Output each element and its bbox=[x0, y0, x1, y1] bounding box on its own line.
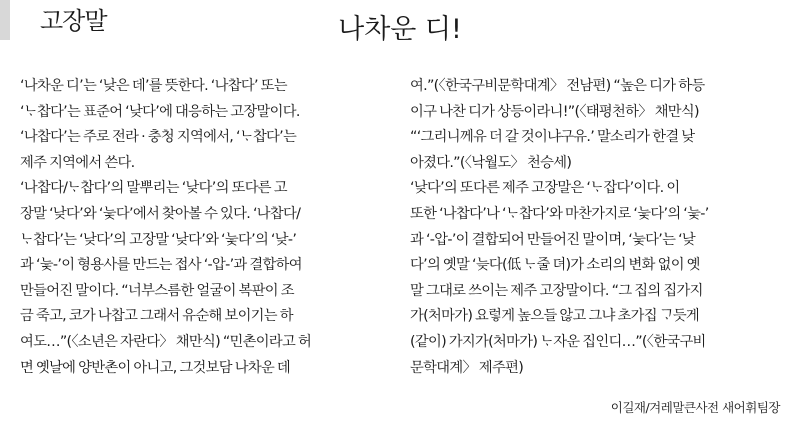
body-line: 금 죽고, 코가 나찹고 그래서 유순해 보이기는 하 bbox=[20, 308, 293, 325]
body-line: ᄂᆞ찹다’는 ‘낮다’의 고장말 ‘낮다’와 ‘늧다’의 ‘낮-’ bbox=[20, 231, 297, 248]
body-line: “‘그리니께유 더 갈 것이냐구유.’ 말소리가 한결 낮 bbox=[410, 129, 695, 146]
body-line: 가(처마가) 요렇게 높으들 않고 그냐 초가집 ᄀᆞ듯게 bbox=[410, 308, 700, 325]
body-line: 말 그대로 쓰이는 제주 고장말이다. “그 집의 집가지 bbox=[410, 282, 703, 299]
body-line: 장말 ‘낮다’와 ‘늧다’에서 찾아볼 수 있다. ‘나찹다/ bbox=[20, 205, 301, 222]
body-line: 문학대계〉 제주편) bbox=[410, 359, 524, 376]
body-line: 아졌다.”(〈낙월도〉 천승세) bbox=[410, 154, 572, 171]
article-column-left bbox=[20, 74, 390, 381]
body-line: 여.”(〈한국구비문학대계〉 전남편) “높은 디가 하등 bbox=[410, 78, 705, 94]
body-line: 만들어진 말이다. “너부스름한 얼굴이 복판이 조 bbox=[20, 282, 294, 299]
article-column-right bbox=[410, 74, 780, 381]
author-byline: 이길재/겨레말큰사전 새어휘팀장 bbox=[610, 400, 780, 415]
body-line: 면 옛날에 양반촌이 아니고, 그것보담 나차운 데 bbox=[20, 359, 291, 376]
body-line: 또한 ‘나찹다’나 ‘ᄂᆞ찹다’와 마찬가지로 ‘늧다’의 ‘늧-’ bbox=[410, 205, 709, 222]
body-line: ‘ᄂᆞ찹다’는 표준어 ‘낮다’에 대응하는 고장말이다. bbox=[20, 103, 300, 120]
body-line: 과 ‘-압-’이 결합되어 만들어진 말이며, ‘늧다’는 ‘낮 bbox=[410, 231, 696, 248]
body-line: ‘낮다’의 또다른 제주 고장말은 ‘ᄂᆞ잡다’이다. 이 bbox=[410, 180, 680, 197]
body-line: (같이) 가지가(처마가) ᄂᆞ자운 집인디…”(〈한국구비 bbox=[410, 333, 706, 350]
body-line: 여도…”(〈소년은 자란다〉 채만식) “민촌이라고 허 bbox=[20, 333, 312, 350]
body-line: 다’의 옛말 ‘늦다(低 ᄂᆞ줄 뎌)가 소리의 변화 없이 옛 bbox=[410, 257, 700, 274]
section-label: 고장말 bbox=[40, 7, 107, 35]
body-line: ‘나찹다/ᄂᆞ찹다’의 말뿌리는 ‘낮다’의 또다른 고 bbox=[20, 180, 287, 197]
body-line: 이구 나찬 디가 상등이라니!”(〈태평천하〉 채만식) bbox=[410, 103, 699, 120]
body-line: 과 ‘늧-’이 형용사를 만드는 접사 ‘-압-’과 결합하여 bbox=[20, 257, 302, 274]
body-line: ‘나차운 디’는 ‘낮은 데’를 뜻한다. ‘나찹다’ 또는 bbox=[20, 78, 287, 94]
body-line: ‘나찹다’는 주로 전라 · 충청 지역에서, ‘ᄂᆞ찹다’는 bbox=[20, 129, 297, 146]
body-line: 제주 지역에서 쓴다. bbox=[20, 154, 135, 171]
article-title: 나차운 디! bbox=[338, 14, 462, 45]
